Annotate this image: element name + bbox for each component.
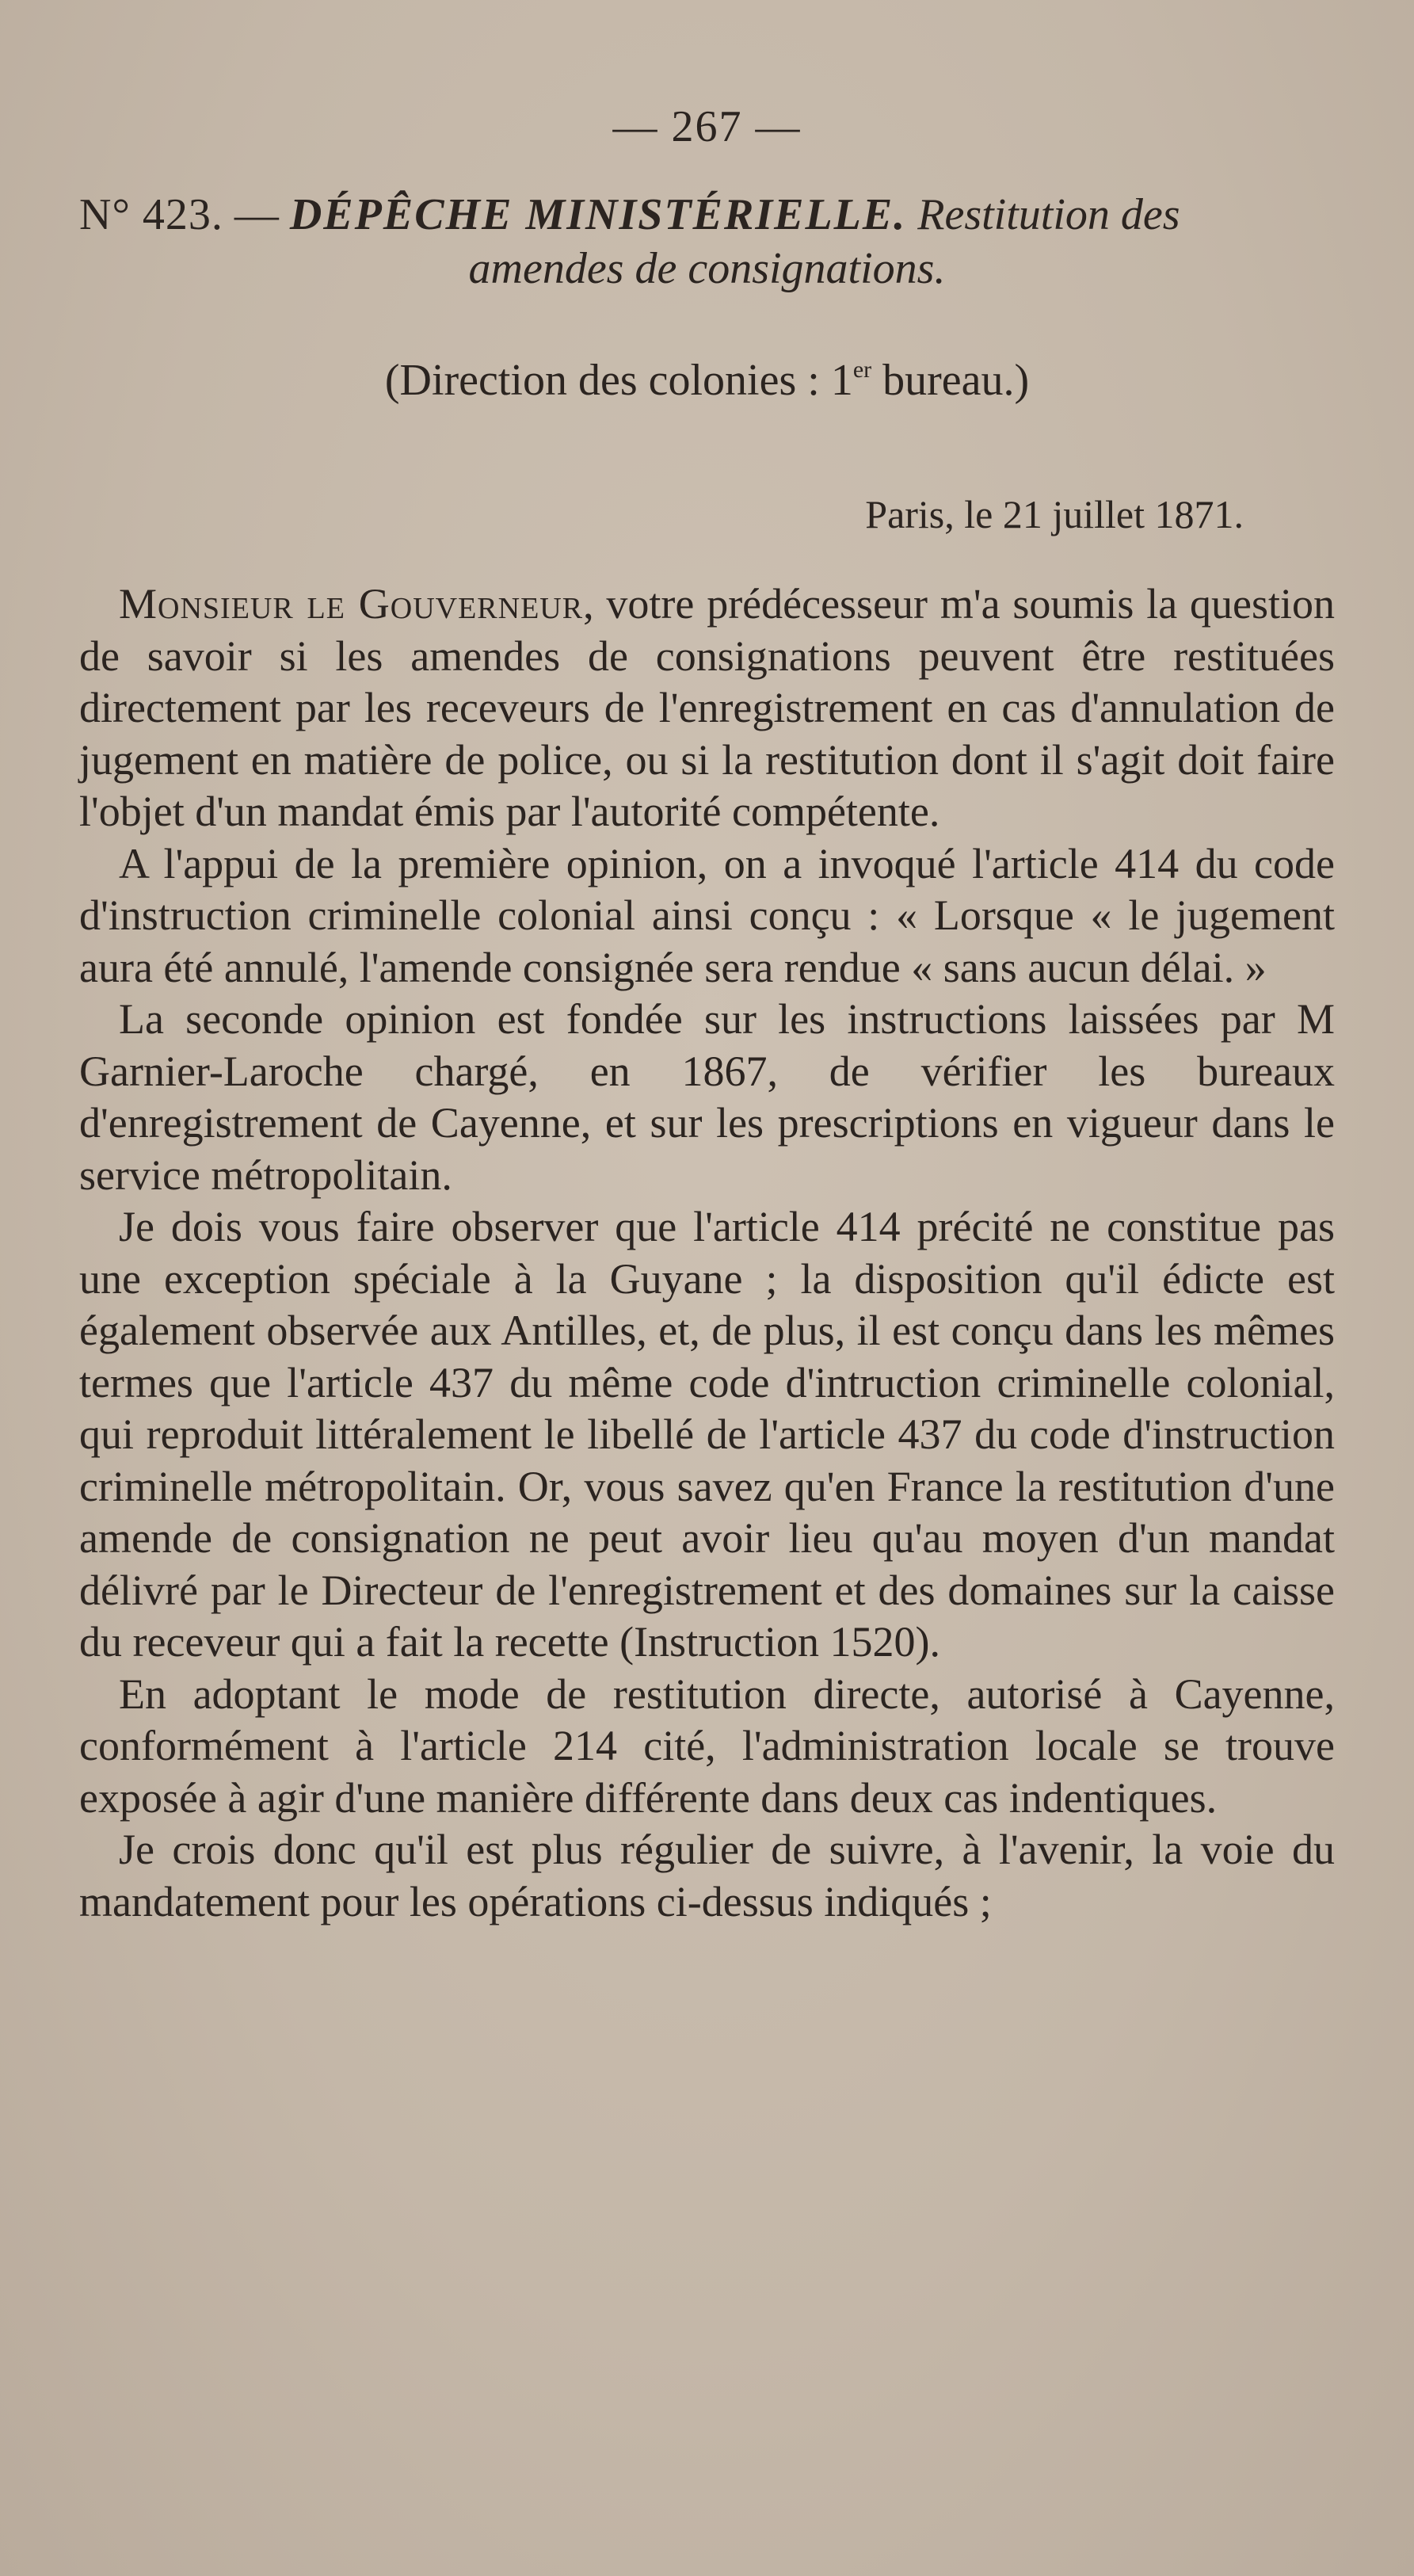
paragraph-3: La seconde opinion est fondée sur les instructions laissées par M Garnier-Laroche chargé, en 1867, de vérifier les bureaux d'enregistrement de Cayenne, et sur les prescriptions en vigueur dans le service métropolitain. <box>79 995 1335 1199</box>
paragraph-2: A l'appui de la première opinion, on a invoqué l'article 414 du code d'instruction criminelle colonial ainsi conçu : « Lorsque « le jugement aura été annulé, l'amende consignée sera rendue « sans aucun délai. » <box>79 839 1335 991</box>
heading-dash: — <box>223 190 290 239</box>
direction-text-before: (Direction des colonies : 1 <box>384 356 853 405</box>
document-subtitle-part2: amendes de consignations. <box>468 244 946 293</box>
letter-body <box>79 578 1335 1928</box>
document-subtitle-part1: Restitution des <box>906 190 1180 239</box>
paragraph-4: Je dois vous faire observer que l'article 414 précité ne constitue pas une exception spéciale à la Guyane ; la disposition qu'il édicte est également observée aux Antilles, et, de plus, il est conçu dans les mêmes termes que l'article 437 du même code d'intruction criminelle colonial, qui reproduit littéralement le libellé de l'article 437 du code d'instruction criminelle métropolitain. Or, vous savez qu'en France la restitution d'une amende de consignation ne peut avoir lieu qu'au moyen d'un mandat délivré par le Directeur de l'enregistrement et des domaines sur la caisse du receveur qui a fait la recette (Instruction 1520). <box>79 1203 1335 1666</box>
paragraph-5: En adoptant le mode de restitution directe, autorisé à Cayenne, conformément à l'article 214 cité, l'administration locale se trouve exposée à agir d'une manière différente dans deux cas indentiques. <box>79 1670 1335 1822</box>
direction-text-after: bureau.) <box>871 356 1030 405</box>
document-title: DÉPÊCHE MINISTÉRIELLE. <box>289 190 907 239</box>
document-heading <box>79 187 1299 242</box>
direction-superscript: er <box>852 357 872 383</box>
paragraph-1 <box>79 578 1335 838</box>
paragraph-1-text: , votre prédécesseur m'a soumis la question de savoir si les amendes de consignations peuvent être restituées directement par les receveurs de l'enregistrement en cas d'annulation de jugement en matière de police, ou si la restitution dont il s'agit doit faire l'objet d'un mandat émis par l'autorité compétente. <box>79 580 1336 835</box>
page-number: — 267 — <box>612 102 802 151</box>
direction-note <box>0 355 1414 406</box>
dateline: Paris, le 21 juillet 1871. <box>865 492 1244 536</box>
salutation: Monsieur le Gouverneur <box>119 580 584 628</box>
paragraph-6: Je crois donc qu'il est plus régulier de suivre, à l'avenir, la voie du mandatement pour les opérations ci-dessus indiqués ; <box>79 1826 1335 1925</box>
document-number: N° 423. <box>79 190 223 239</box>
